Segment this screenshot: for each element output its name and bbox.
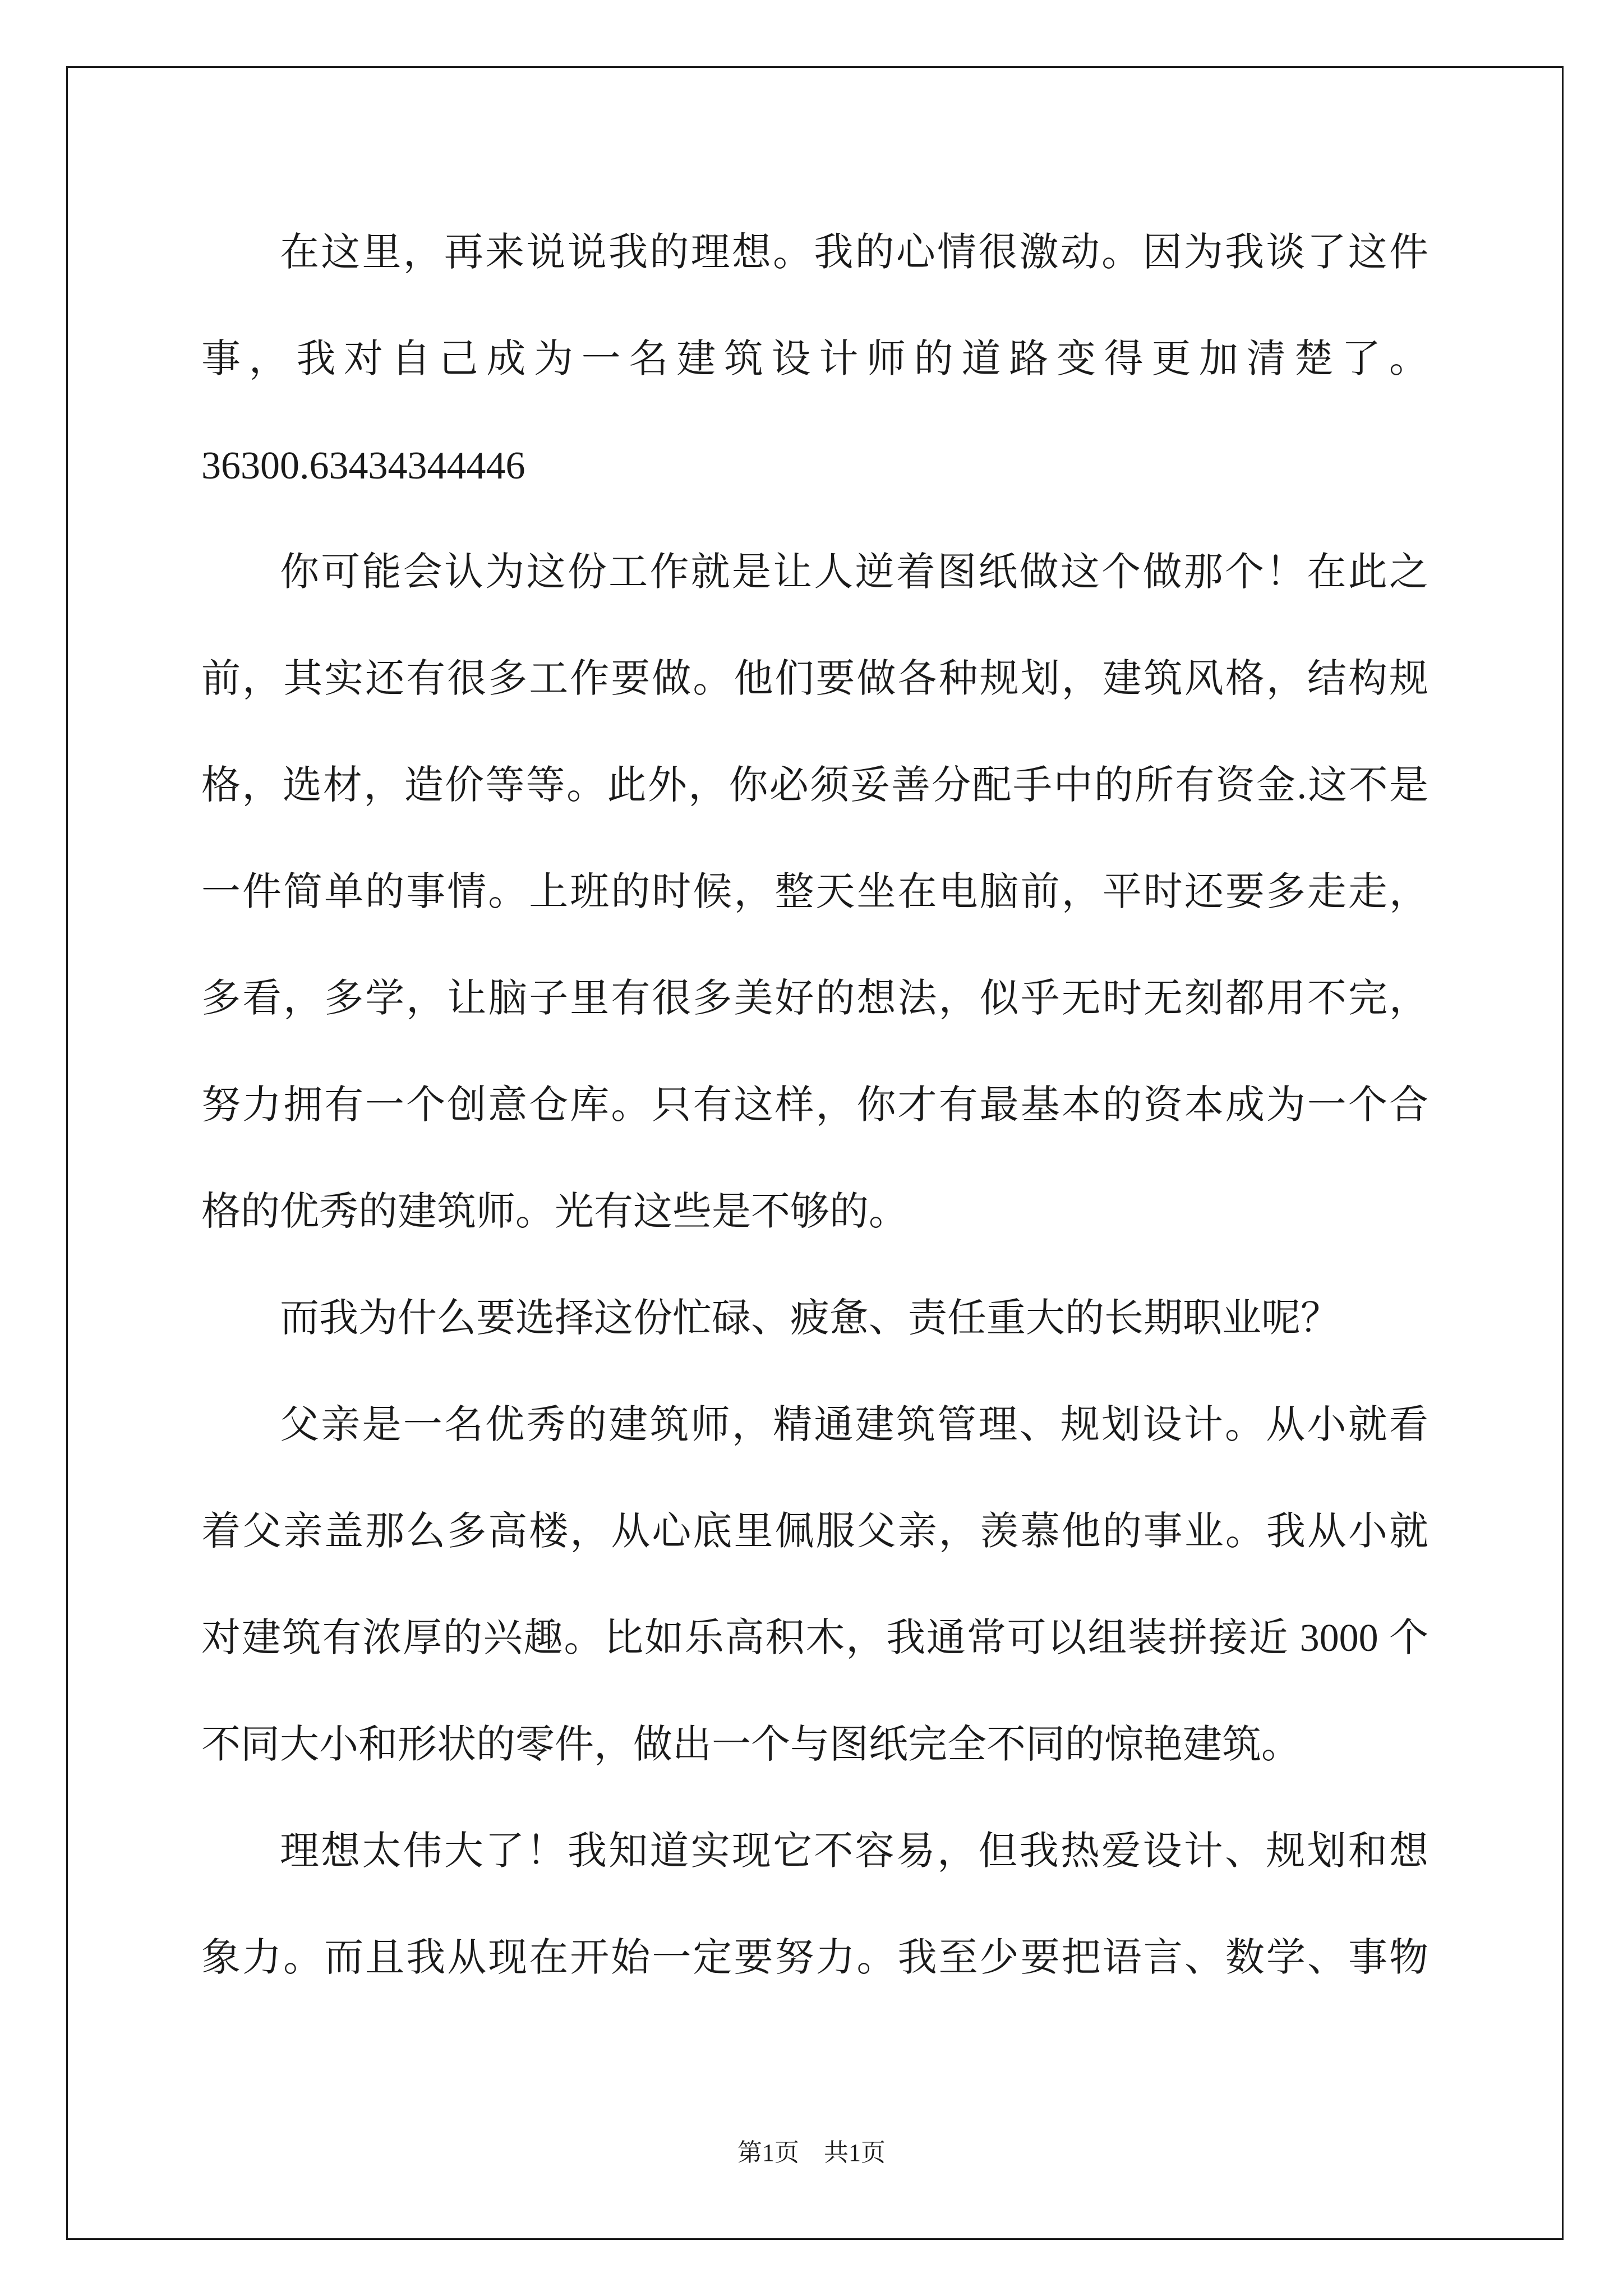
text-line: 象力。而且我从现在开始一定要努力。我至少要把语言、数学、事物: [201, 1936, 1428, 1980]
paragraph: [201, 519, 1428, 1266]
paragraph: [201, 200, 1428, 413]
text-line: 格，选材，造价等等。此外，你必须妥善分配手中的所有资金.这不是: [201, 764, 1428, 807]
document-body: [201, 200, 1428, 2012]
text-line: 不同大小和形状的零件，做出一个与图纸完全不同的惊艳建筑。: [201, 1723, 1301, 1766]
page-number-footer: 第1页 共1页: [737, 2139, 886, 2166]
text-line: 父亲是一名优秀的建筑师，精通建筑管理、规划设计。从小就看: [280, 1404, 1428, 1447]
paragraph: [201, 1798, 1428, 2012]
text-line: 对建筑有浓厚的兴趣。比如乐高积木，我通常可以组装拼接近 3000 个: [201, 1617, 1428, 1660]
paragraph: [201, 413, 1428, 519]
text-line: 格的优秀的建筑师。光有这些是不够的。: [201, 1190, 908, 1234]
text-line: 前，其实还有很多工作要做。他们要做各种规划，建筑风格，结构规: [201, 657, 1428, 701]
text-line: 而我为什么要选择这份忙碌、疲惫、责任重大的长期职业呢？: [280, 1297, 1340, 1340]
text-line: 着父亲盖那么多高楼，从心底里佩服父亲，羡慕他的事业。我从小就: [201, 1510, 1428, 1553]
paragraph: [201, 1372, 1428, 1798]
text-line: 在这里，再来说说我的理想。我的心情很激动。因为我谈了这件: [280, 231, 1428, 274]
text-line: 事，我对自己成为一名建筑设计师的道路变得更加清楚了。: [201, 338, 1428, 381]
text-line: 理想太伟大了！我知道实现它不容易，但我热爱设计、规划和想: [280, 1830, 1428, 1873]
text-line: 多看，多学，让脑子里有很多美好的想法，似乎无时无刻都用不完，: [201, 977, 1428, 1020]
text-line: 努力拥有一个创意仓库。只有这样，你才有最基本的资本成为一个合: [201, 1084, 1428, 1127]
paragraph: [201, 1266, 1428, 1372]
text-line: 你可能会认为这份工作就是让人逆着图纸做这个做那个！在此之: [280, 551, 1428, 594]
text-line: 36300.63434344446: [201, 444, 525, 487]
text-line: 一件简单的事情。上班的时候，整天坐在电脑前，平时还要多走走，: [201, 871, 1428, 914]
